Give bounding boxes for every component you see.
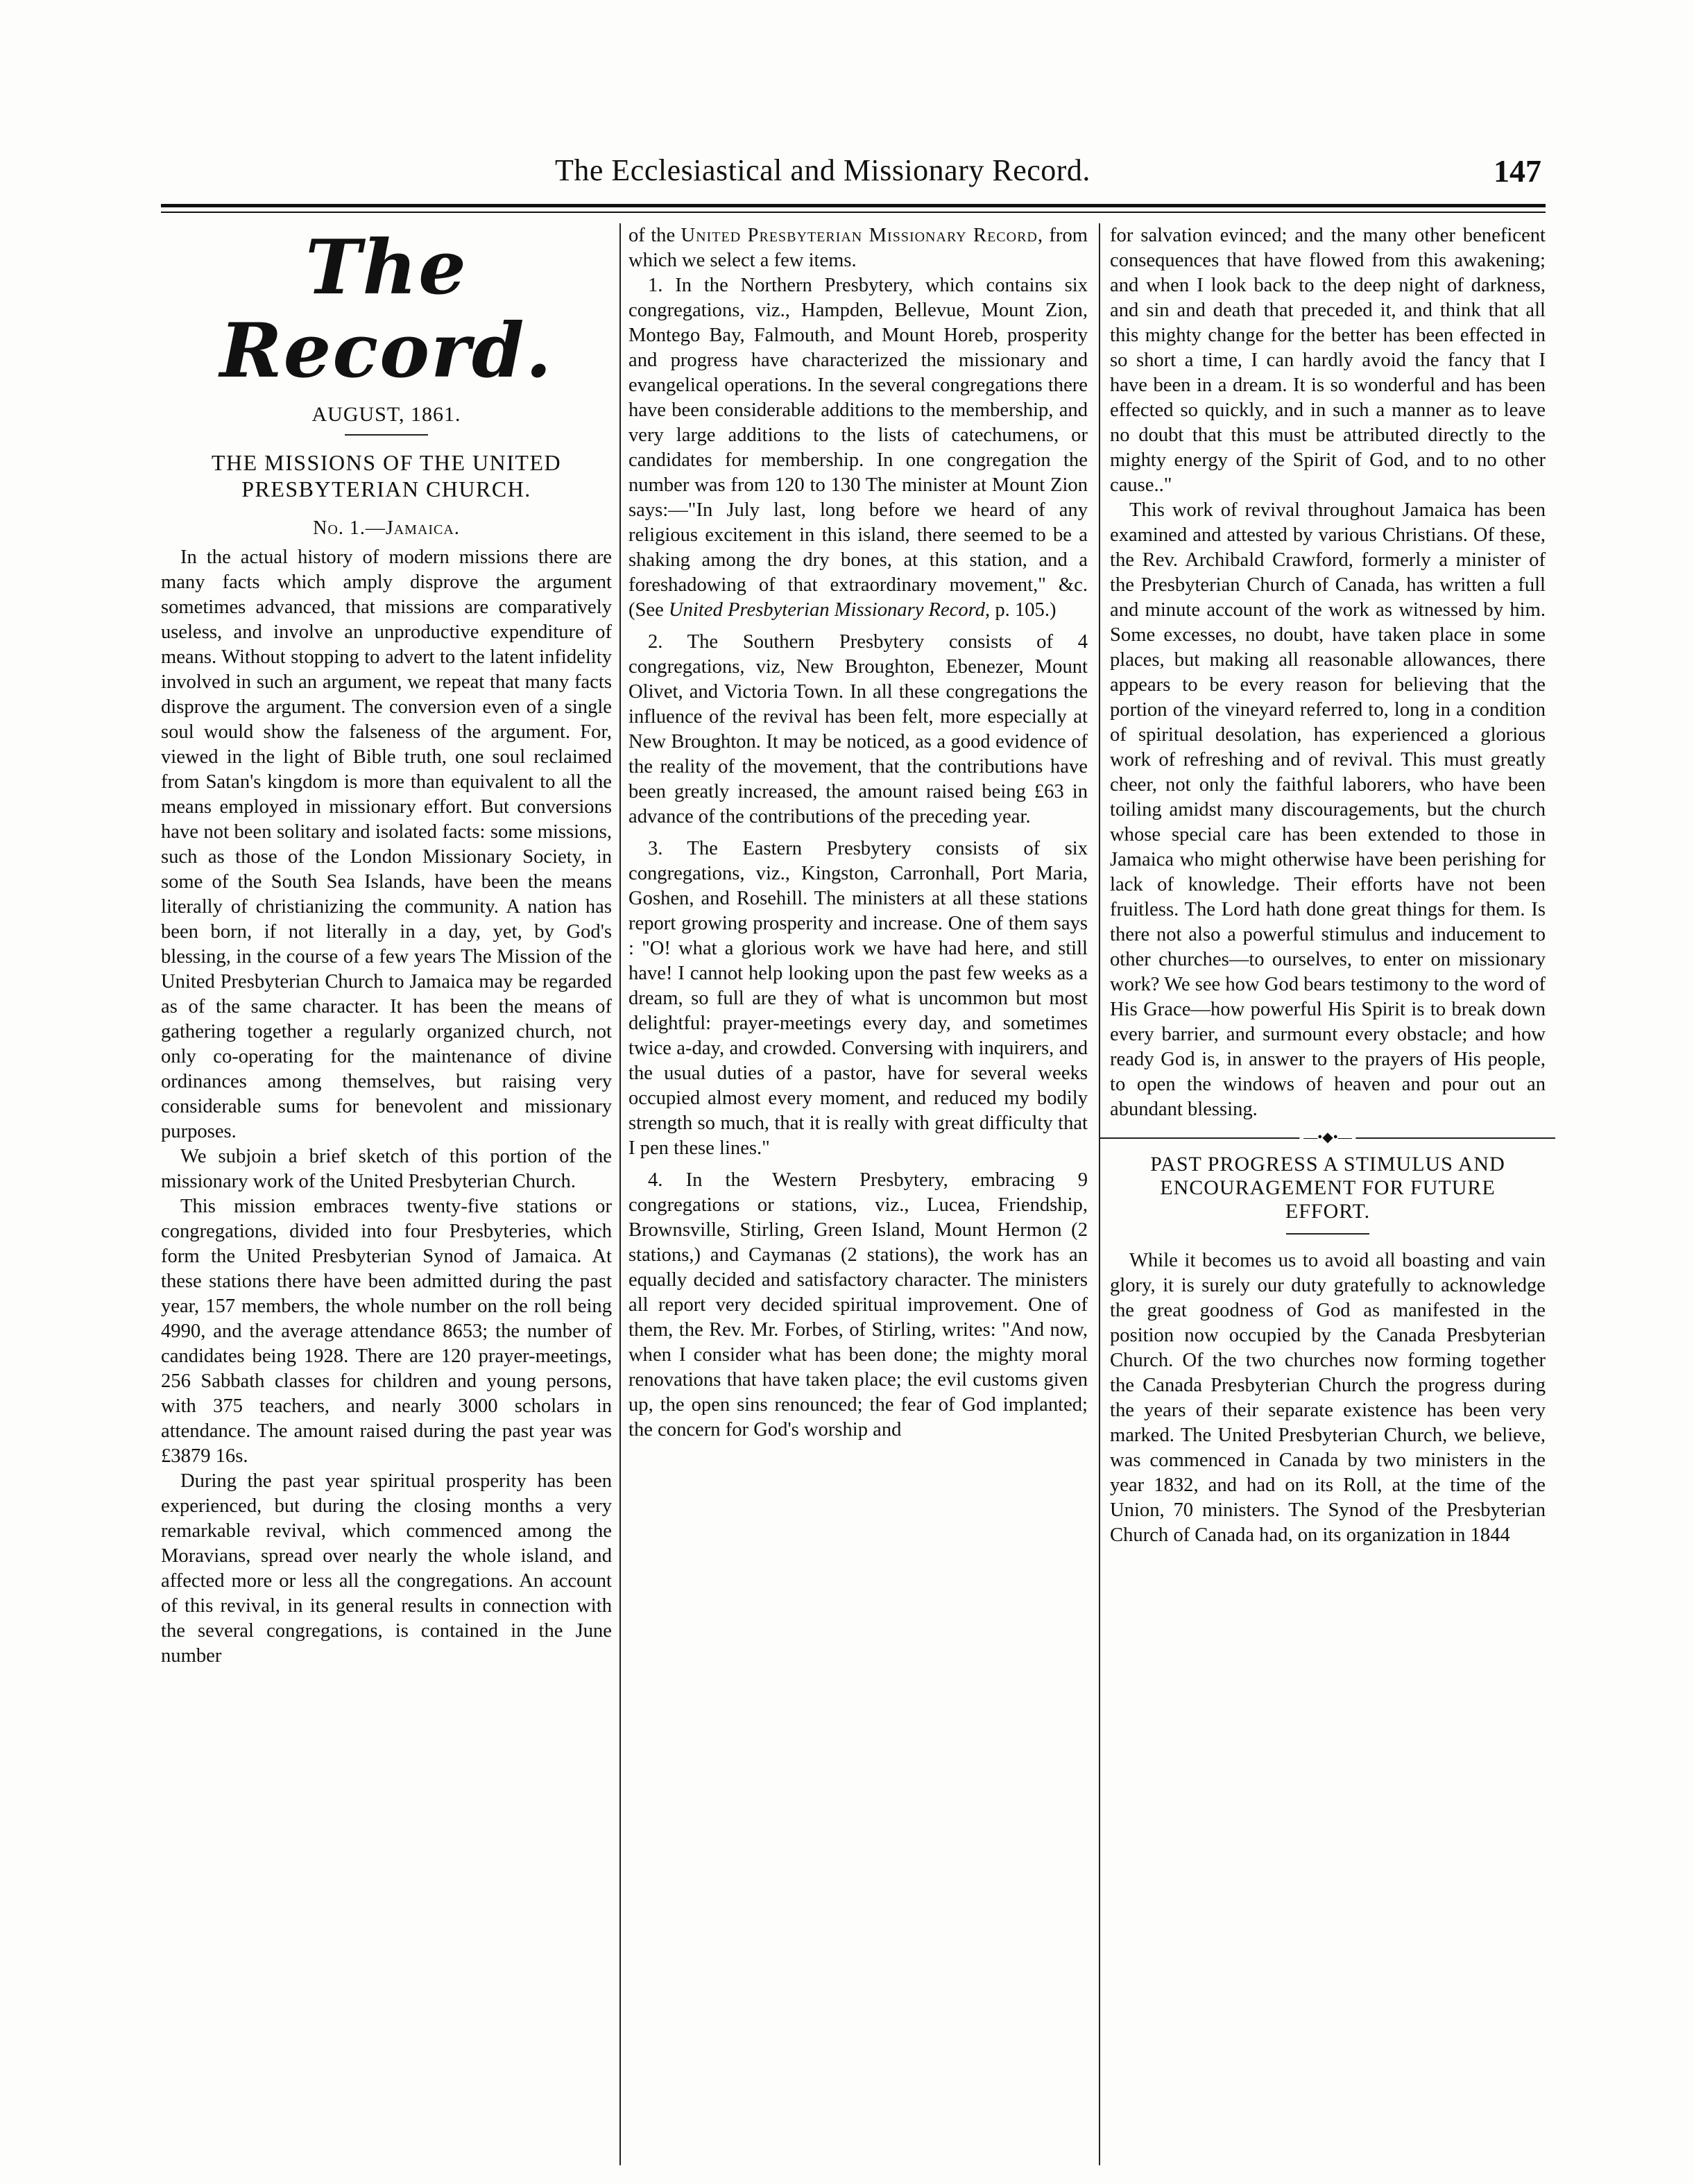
text-run: of the: [628, 225, 681, 246]
column-2: [628, 223, 1088, 1443]
text-run: from which we select a few items.: [628, 225, 1088, 271]
paragraph: [628, 273, 1088, 623]
column-3: [1110, 223, 1546, 1548]
section-divider: [1100, 1130, 1555, 1145]
paragraph: [628, 223, 1088, 273]
text-run: 1. In the Northern Presbytery, which contains six congregations, viz., Hampden, Bellevue, Mount Zion, Montego Bay, Falmouth, and Mount Horeb, prosperity and progress have characterized the missionary and evangelical operations. In the several congregations there have been considerable additions to the membership, and very large additions to the lists of catechumens, or candidates for membership. In one congregation the number was from 120 to 130 The minister at Mount Zion says:—"In July last, long before we heard of any religious excitement in this island, there seemed to be a shaking among the dry bones, at this station, and a foreshadowing of that extraordinary movement," &c. (See: [628, 275, 1088, 621]
article-heading-line2: PRESBYTERIAN CHURCH.: [241, 476, 531, 501]
paragraph: During the past year spiritual prosperity has been experienced, but during the closing months a very remarkable revival, which commenced among the Moravians, spread over nearly the whole island, and affected more or less all the congregations. An account of this revival, in its general results in connection with the several congregations, is contained in the June number: [161, 1470, 612, 1667]
article-heading-line3: EFFORT.: [1285, 1200, 1371, 1223]
paragraph: This work of revival throughout Jamaica has been examined and attested by various Christians. Of these, the Rev. Archibald Crawford, formerly a minister of the Presbyterian Church of Canada, has written a full and minute account of the work as witnessed by him. Some excesses, no doubt, have taken place in some places, but making all reasonable allowances, there appears to be every reason for believing that the portion of the vineyard referred to, long in a condition of spiritual desolation, has experienced a glorious work of refreshing and of revival. This must greatly cheer, not only the faithful laborers, who have been toiling amidst many discouragements, but the church whose special care has been extended to those in Jamaica who might otherwise have been perishing for lack of knowledge. Their efforts have not been fruitless. The Lord hath done great things for them. Is there not also a powerful stimulus and inducement to other churches—to ourselves, to enter on missionary work? We see how God bears testimony to the word of His Grace—how powerful His Spirit is to break down every barrier, and surmount every obstacle; and how ready God is, in answer to the prayers of His people, to open the windows of heaven and pour out an abundant blessing.: [1110, 499, 1546, 1120]
article-heading: [1110, 1153, 1546, 1223]
heading-rule: [1286, 1233, 1369, 1235]
issue-date: AUGUST, 1861.: [311, 403, 461, 426]
paragraph: In the actual history of modern missions there are many facts which amply disprove the argument sometimes advanced, that missions are comparatively useless, and involve an unproductive expenditure of means. Without stopping to advert to the latent infidelity involved in such an argument, we repeat that many facts disprove the argument. The conversion even of a single soul would show the falseness of the argument. For, viewed in the light of Bible truth, one soul reclaimed from Satan's kingdom is more than equivalent to all the means employed in missionary effort. But conversions have not been solitary and isolated facts: some missions, such as those of the London Missionary Society, in some of the South Sea Islands, have been the means literally of christianizing the community. A nation has been born, if not literally in a day, yet, by God's blessing, in the course of a few years The Mission of the United Presbyterian Church to Jamaica may be regarded as of the same character. It has been the means of gathering together a regularly organized church, not only co-operating for the maintenance of divine ordinances among themselves, but raising very considerable sums for benevolent and missionary purposes.: [161, 547, 612, 1142]
publication-name: United Presbyterian Missionary Record,: [681, 225, 1044, 246]
divider-ornament: —•◆•—: [1299, 1130, 1355, 1144]
running-title: The Ecclesiastical and Missionary Record.: [555, 153, 1090, 187]
article-heading: [161, 449, 612, 502]
masthead-title: The Record.: [219, 224, 554, 395]
column-divider-2: [1099, 223, 1100, 2165]
paragraph: While it becomes us to avoid all boasting and vain glory, it is surely our duty gratefully to acknowledge the great goodness of God as manifested in the position now occupied by the Canada Presbyterian Church. Of the two churches now forming together the Canada Presbyterian Church the progress during the years of their separate existence has been very marked. The United Presbyterian Church, we believe, was commenced in Canada by two ministers in the year 1832, and had on its Roll, at the time of the Union, 70 ministers. The Synod of the Presbyterian Church of Canada had, on its organization in 1844: [1110, 1250, 1546, 1546]
article-heading-line2: ENCOURAGEMENT FOR FUTURE: [1160, 1176, 1496, 1199]
article-heading-line1: THE MISSIONS OF THE UNITED: [211, 450, 562, 475]
masthead-rule: [345, 434, 428, 436]
column-1: [161, 223, 612, 1669]
paragraph: This mission embraces twenty-five stations or congregations, divided into four Presbyteries, which form the United Presbyterian Synod of Jamaica. At these stations there have been admitted during the past year, 157 members, the whole number on the roll being 4990, and the average attendance 8653; the number of candidates being 1928. There are 120 prayer-meetings, 256 Sabbath classes for children and young persons, with 375 teachers, and nearly 3000 scholars in attendance. The amount raised during the past year was £3879 16s.: [161, 1196, 612, 1467]
column-divider-1: [619, 223, 621, 2165]
text-run: p. 105.): [990, 599, 1056, 621]
paragraph: 3. The Eastern Presbytery consists of six congregations, viz., Kingston, Carronhall, Port Maria, Goshen, and Rosehill. The ministers at all these stations report growing prosperity and increase. One of them says : "O! what a glorious work we have had here, and still have! I cannot help looking upon the past few weeks as a dream, so full are they of what is uncommon but most delightful: prayer-meetings every day, and sometimes twice a-day, and crowded. Conversing with inquirers, and the usual duties of a pastor, have for several weeks occupied almost every moment, and reduced my bodily strength so much, that it is really with great difficulty that I pen these lines.": [628, 838, 1088, 1159]
article-subheading: No. 1.—Jamaica.: [313, 517, 460, 539]
paragraph: We subjoin a brief sketch of this portion of the missionary work of the United Presbyterian Church.: [161, 1146, 612, 1192]
paragraph: for salvation evinced; and the many other beneficent consequences that have flowed from this awakening; and when I look back to the deep night of darkness, and sin and death that preceded it, and think that all this mighty change for the better has been effected in so short a time, I can hardly avoid the fancy that I have been in a dream. It is so wonderful and has been effected so quickly, and in such a manner as to leave no doubt that this must be attributed directly to the mighty energy of the Spirit of God, and to no other cause..": [1110, 225, 1546, 496]
header-rule-thick: [161, 204, 1546, 207]
header-rule-thin: [161, 212, 1546, 213]
paragraph: 2. The Southern Presbytery consists of 4 congregations, viz, New Broughton, Ebenezer, Mount Olivet, and Victoria Town. In all these congregations the influence of the revival has been felt, more especially at New Broughton. It may be noticed, as a good evidence of the reality of the movement, that the contributions have been greatly increased, the amount raised being £63 in advance of the contributions of the preceding year.: [628, 631, 1088, 827]
article-heading-line1: PAST PROGRESS A STIMULUS AND: [1150, 1153, 1505, 1176]
citation: United Presbyterian Missionary Record,: [668, 599, 991, 621]
page-number: 147: [1494, 153, 1541, 189]
paragraph: 4. In the Western Presbytery, embracing 9 congregations or stations, viz., Lucea, Friendship, Brownsville, Stirling, Green Island, Mount Hermon (2 stations,) and Caymanas (2 stations), the work has an equally decided and satisfactory character. The ministers all report very decided spiritual improvement. One of them, the Rev. Mr. Forbes, of Stirling, writes: "And now, when I consider what has been done; the mighty moral renovations that have taken place; the evil customs given up, the open sins renounced; the fear of God implanted; the concern for God's worship and: [628, 1169, 1088, 1441]
